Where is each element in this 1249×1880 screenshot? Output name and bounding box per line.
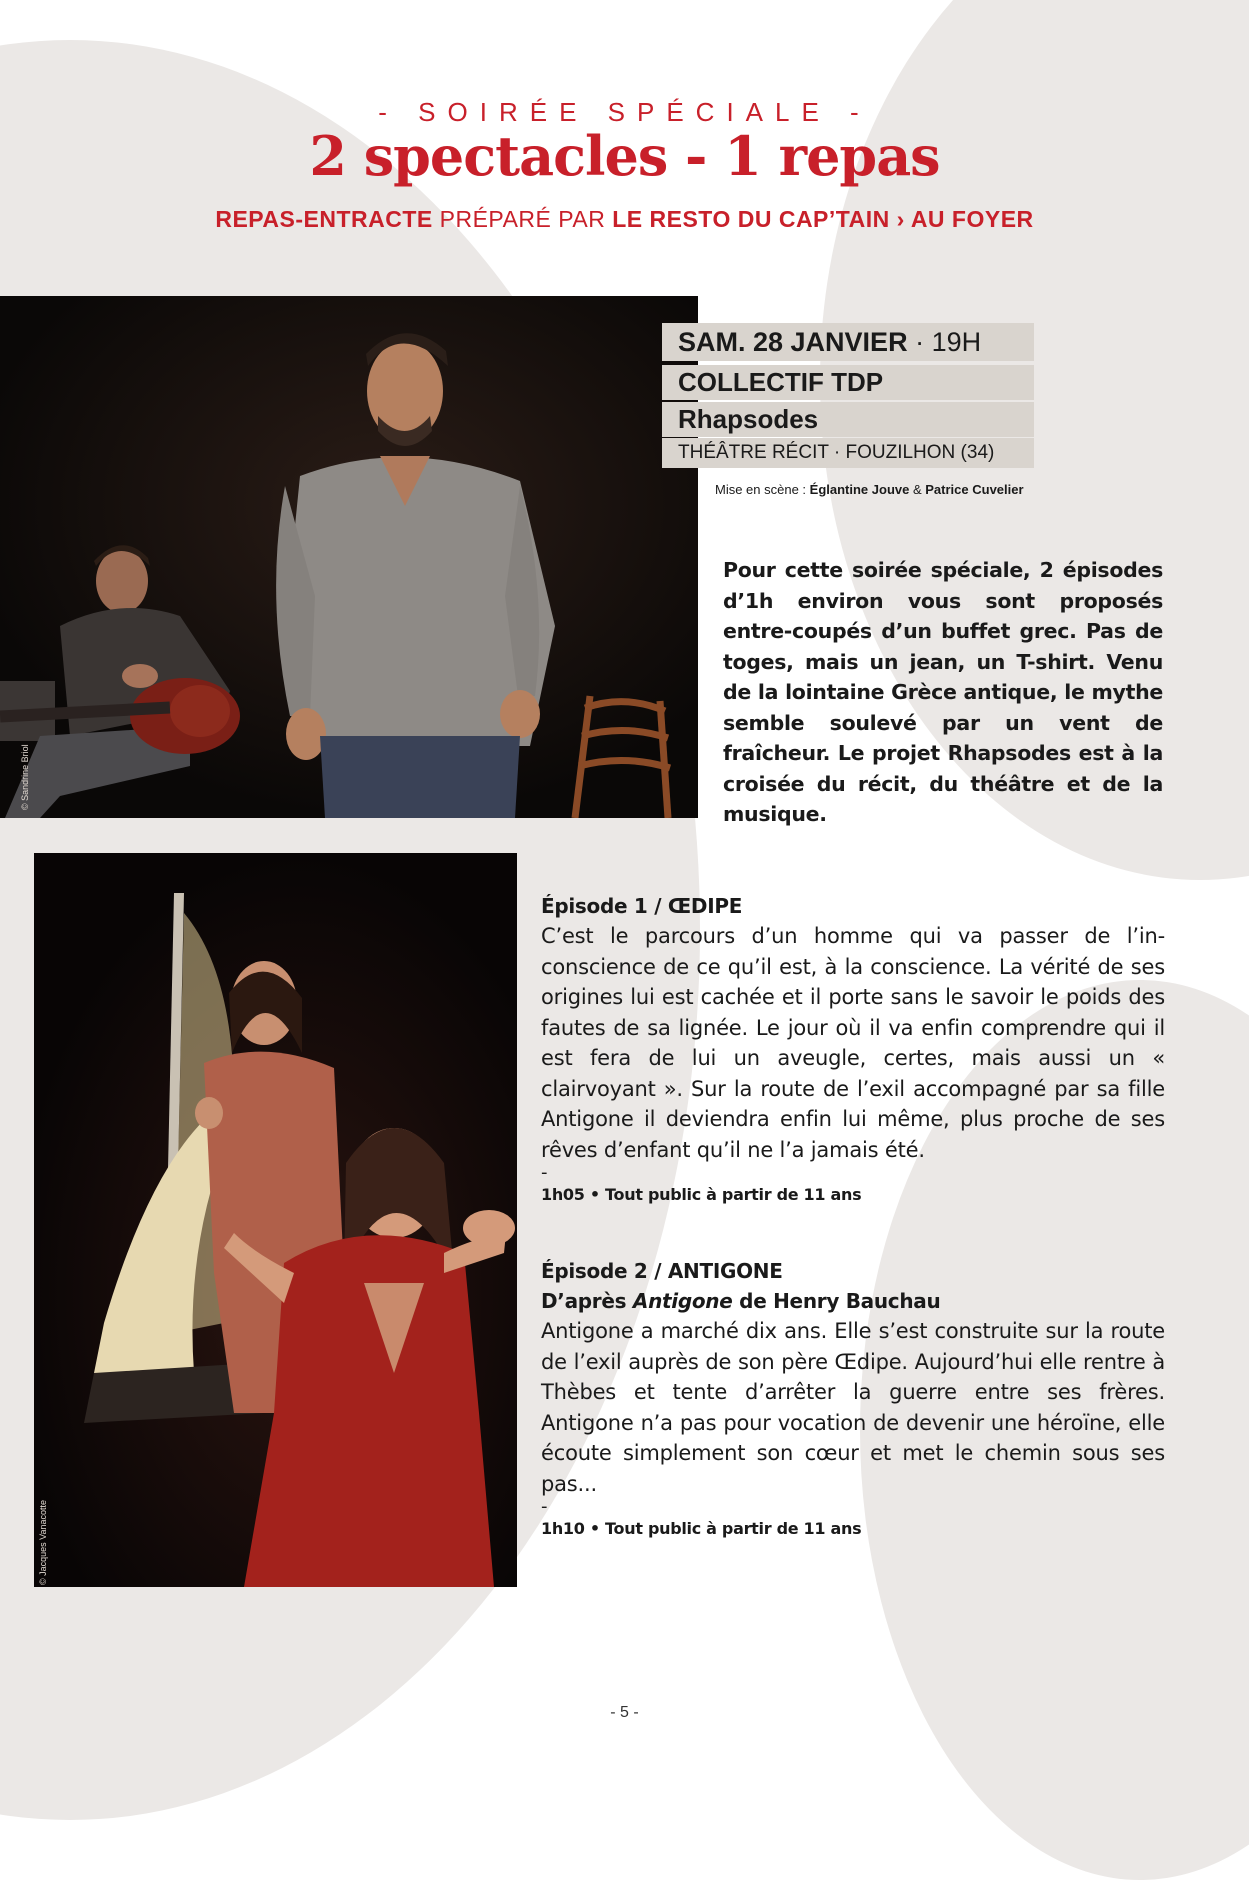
- episode-1-dash: -: [541, 1162, 548, 1183]
- intro-paragraph: Pour cette soirée spéciale, 2 épisodes d’1h environ vous sont proposés entre-coupés d’un buffet grec. Pas de toges, mais un jean, un T-shirt. Venu de la lointaine Grèce antique, le mythe semble soulevé par un vent de fraîcheur. Le projet Rhapsodes est à la croisée du récit, du théâtre et de la musique.: [723, 558, 1163, 826]
- episode-2: [541, 1256, 1165, 1543]
- episode-1: [541, 891, 1165, 1209]
- subtitle-meal: REPAS-ENTRACTE: [215, 206, 433, 232]
- photo-rhapsodes-performers: [0, 296, 698, 818]
- show-bar: [662, 402, 1034, 437]
- episode-1-meta: 1h05 • Tout public à partir de 11 ans: [541, 1185, 862, 1204]
- event-date: SAM. 28 JANVIER: [678, 327, 908, 357]
- episode-2-subtitle: [541, 1286, 1165, 1316]
- subtitle-by: PRÉPARÉ PAR: [432, 206, 613, 232]
- episode-2-title: Épisode 2 / ANTIGONE: [541, 1259, 783, 1283]
- director-2: Patrice Cuvelier: [925, 482, 1024, 497]
- direction-label: Mise en scène :: [715, 482, 810, 497]
- director-1: Églantine Jouve: [809, 482, 910, 497]
- page-number: - 5 -: [610, 1704, 639, 1721]
- photo-credit-1: © Sandrine Briol: [20, 744, 30, 810]
- episode-2-body: Antigone a marché dix ans. Elle s’est construite sur la route de l’exil auprès de son père Œdipe. Aujourd’hui elle rentre à Thèbes et tente d’arrêter la guerre entre ses frères. Antigone n’a pas pour vocation de devenir une héroïne, elle écoute simplement son cœur et met le chemin sous ses pas...: [541, 1319, 1165, 1496]
- episode-1-body: C’est le parcours d’un homme qui va passer de l’in-conscience de ce qu’il est, à la conscience. La vérité de ses origines lui est cachée et il porte sans le savoir le poids des fautes de sa lignée. Le jour où il va enfin comprendre qui il est fera de lui un aveugle, certes, mais aussi un « clairvoyant ». Sur la route de l’exil accompagné par sa fille Antigone il deviendra enfin lui même, plus proche de ses rêves d’enfant qu’il ne l’a jamais été.: [541, 924, 1165, 1162]
- genre-bar: [662, 438, 1034, 468]
- subtitle-post: de Henry Bauchau: [732, 1289, 941, 1313]
- company-bar: [662, 365, 1034, 400]
- event-date-bar: [662, 323, 1034, 361]
- subtitle-work: Antigone: [632, 1289, 733, 1313]
- subtitle-pre: D’après: [541, 1289, 633, 1313]
- overline: - SOIRÉE SPÉCIALE -: [378, 97, 871, 127]
- subtitle-restaurant: LE RESTO DU CAP’TAIN › AU FOYER: [612, 206, 1034, 232]
- page-title: 2 spectacles - 1 repas: [309, 124, 940, 188]
- company-name: COLLECTIF TDP: [678, 367, 884, 397]
- photo-credit-2: © Jacques Vanacotte: [38, 1499, 48, 1585]
- episode-2-dash: -: [541, 1496, 548, 1517]
- episode-2-meta: 1h10 • Tout public à partir de 11 ans: [541, 1519, 862, 1538]
- show-title: Rhapsodes: [678, 404, 819, 434]
- photo-antigone-performers: [34, 853, 517, 1587]
- event-time: · 19H: [907, 327, 982, 357]
- direction-credit: [715, 482, 1024, 497]
- direction-amp: &: [909, 482, 926, 497]
- episode-1-title: Épisode 1 / ŒDIPE: [541, 894, 743, 918]
- subtitle: [0, 206, 1249, 233]
- genre-location: THÉÂTRE RÉCIT · FOUZILHON (34): [678, 442, 995, 463]
